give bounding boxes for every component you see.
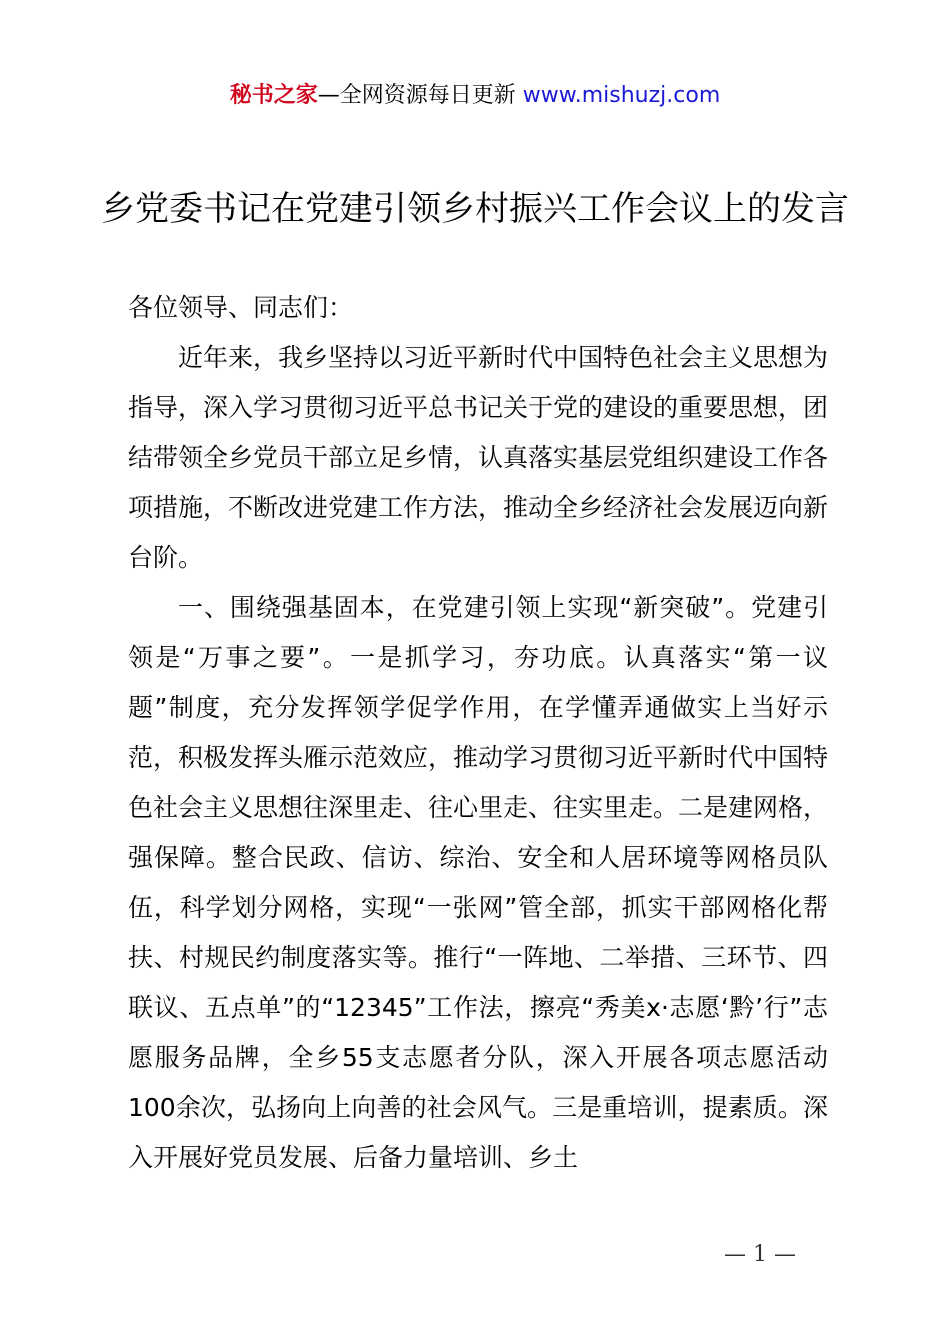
brand-name: 秘书之家 bbox=[229, 83, 318, 108]
paragraph-section-one: 一、围绕强基固本，在党建引领上实现“新突破”。党建引领是“万事之要”。一是抓学习，夯功底。认真落实“第一议题”制度，充分发挥领学促学作用，在学懂弄通做实上当好示范，积极发挥头雁示范效应，推动学习贯彻习近平新时代中国特色社会主义思想往深里走、往心里走、往实里走。二是建网格，强保障。整合民政、信访、综治、安全和人居环境等网格员队伍，科学划分网格，实现“一张网”管全部，抓实干部网格化帮扶、村规民约制度落实等。推行“一阵地、二举措、三环节、四联议、五点单”的“12345”工作法，擦亮“秀美x·志愿‘黔’行”志愿服务品牌，全乡55支志愿者分队，深入开展各项志愿活动100余次，弘扬向上向善的社会风气。三是重培训，提素质。深入开展好党员发展、后备力量培训、乡土 bbox=[128, 593, 829, 1172]
salutation: 各位领导、同志们： bbox=[128, 293, 354, 322]
banner-url[interactable]: www.mishuzj.com bbox=[522, 83, 721, 108]
site-banner bbox=[0, 80, 950, 112]
page-number: — 1 — bbox=[724, 1242, 796, 1267]
document-body bbox=[128, 283, 828, 1183]
paragraph-intro: 近年来，我乡坚持以习近平新时代中国特色社会主义思想为指导，深入学习贯彻习近平总书记关于党的建设的重要思想，团结带领全乡党员干部立足乡情，认真落实基层党组织建设工作各项措施，不断改进党建工作方法，推动全乡经济社会发展迈向新台阶。 bbox=[128, 343, 829, 572]
document-title: 乡党委书记在党建引领乡村振兴工作会议上的发言 bbox=[101, 189, 849, 229]
banner-tagline: —全网资源每日更新 bbox=[317, 83, 523, 108]
